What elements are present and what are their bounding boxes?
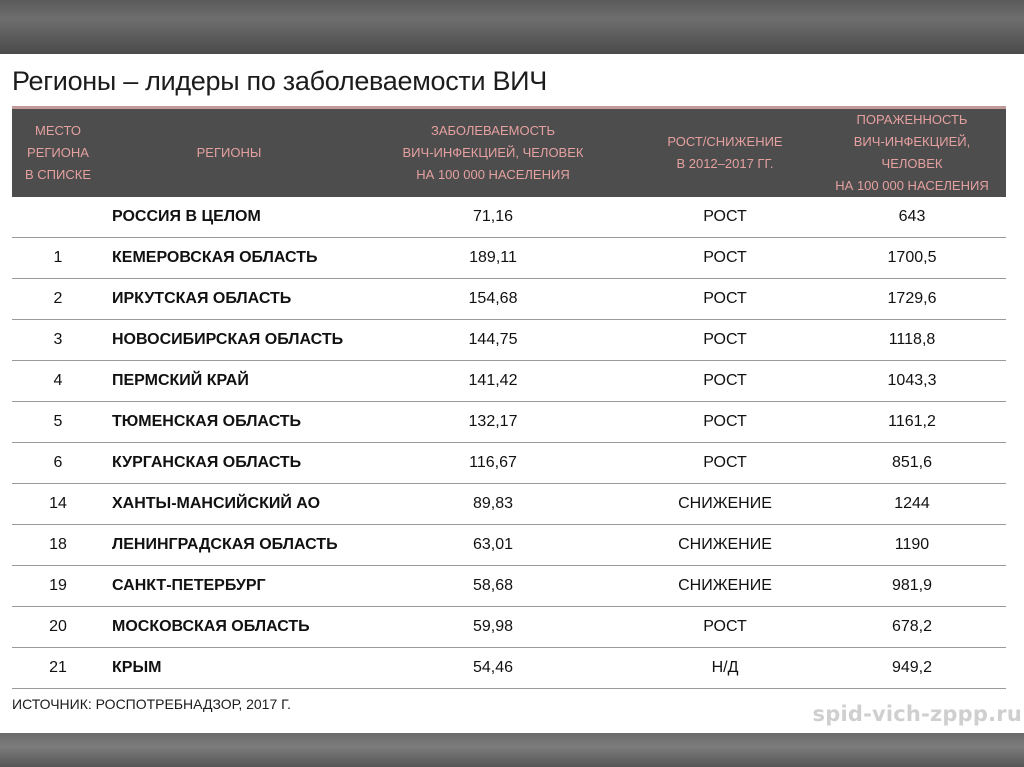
prevalence-cell: 949,2 (818, 648, 1006, 689)
incidence-cell: 116,67 (354, 443, 632, 484)
table-row (12, 197, 1006, 238)
top-band (0, 0, 1024, 54)
trend-cell: РОСТ (632, 197, 818, 238)
region-cell: ИРКУТСКАЯ ОБЛАСТЬ (104, 279, 354, 320)
region-cell: РОССИЯ В ЦЕЛОМ (104, 197, 354, 238)
incidence-cell: 89,83 (354, 484, 632, 525)
slide (0, 54, 1024, 733)
table-row (12, 279, 1006, 320)
header-line: РЕГИОНЫ (196, 145, 262, 160)
region-cell: МОСКОВСКАЯ ОБЛАСТЬ (104, 607, 354, 648)
trend-cell: СНИЖЕНИЕ (632, 484, 818, 525)
watermark: spid-vich-zppp.ru (812, 702, 1022, 726)
rank-cell: 19 (12, 566, 104, 607)
incidence-cell: 71,16 (354, 197, 632, 238)
region-cell: КРЫМ (104, 648, 354, 689)
incidence-cell: 63,01 (354, 525, 632, 566)
prevalence-cell: 851,6 (818, 443, 1006, 484)
table-body (12, 197, 1006, 689)
incidence-cell: 54,46 (354, 648, 632, 689)
rank-cell: 6 (12, 443, 104, 484)
table-row (12, 238, 1006, 279)
incidence-cell: 141,42 (354, 361, 632, 402)
header-incidence (354, 108, 632, 198)
incidence-cell: 58,68 (354, 566, 632, 607)
incidence-cell: 59,98 (354, 607, 632, 648)
prevalence-cell: 981,9 (818, 566, 1006, 607)
incidence-cell: 154,68 (354, 279, 632, 320)
header-prevalence (818, 108, 1006, 198)
region-cell: ХАНТЫ-МАНСИЙСКИЙ АО (104, 484, 354, 525)
table-row (12, 607, 1006, 648)
trend-cell: РОСТ (632, 402, 818, 443)
prevalence-cell: 1161,2 (818, 402, 1006, 443)
header-line: ПОРАЖЕННОСТЬ (856, 112, 968, 127)
trend-cell: Н/Д (632, 648, 818, 689)
region-cell: ПЕРМСКИЙ КРАЙ (104, 361, 354, 402)
prevalence-cell: 1118,8 (818, 320, 1006, 361)
rank-cell: 21 (12, 648, 104, 689)
prevalence-cell: 678,2 (818, 607, 1006, 648)
table-row (12, 525, 1006, 566)
trend-cell: РОСТ (632, 279, 818, 320)
rank-cell: 20 (12, 607, 104, 648)
rank-cell (12, 197, 104, 238)
source-note: ИСТОЧНИК: РОСПОТРЕБНАДЗОР, 2017 Г. (12, 696, 291, 712)
trend-cell: РОСТ (632, 320, 818, 361)
region-cell: НОВОСИБИРСКАЯ ОБЛАСТЬ (104, 320, 354, 361)
prevalence-cell: 1700,5 (818, 238, 1006, 279)
region-cell: КУРГАНСКАЯ ОБЛАСТЬ (104, 443, 354, 484)
header-line: МЕСТО (35, 123, 81, 138)
header-line: В СПИСКЕ (25, 167, 91, 182)
header-line: НА 100 000 НАСЕЛЕНИЯ (416, 167, 570, 182)
header-line: РЕГИОНА (27, 145, 89, 160)
trend-cell: СНИЖЕНИЕ (632, 566, 818, 607)
header-line: ВИЧ-ИНФЕКЦИЕЙ, ЧЕЛОВЕК (853, 134, 971, 171)
trend-cell: СНИЖЕНИЕ (632, 525, 818, 566)
incidence-cell: 132,17 (354, 402, 632, 443)
trend-cell: РОСТ (632, 443, 818, 484)
incidence-cell: 144,75 (354, 320, 632, 361)
header-line: В 2012–2017 ГГ. (676, 156, 774, 171)
table-row (12, 484, 1006, 525)
region-cell: ЛЕНИНГРАДСКАЯ ОБЛАСТЬ (104, 525, 354, 566)
bottom-band (0, 733, 1024, 767)
page-title: Регионы – лидеры по заболеваемости ВИЧ (12, 66, 547, 96)
trend-cell: РОСТ (632, 238, 818, 279)
incidence-cell: 189,11 (354, 238, 632, 279)
rank-cell: 5 (12, 402, 104, 443)
header-line: ЗАБОЛЕВАЕМОСТЬ (430, 123, 556, 138)
table-row (12, 648, 1006, 689)
rank-cell: 14 (12, 484, 104, 525)
header-line: НА 100 000 НАСЕЛЕНИЯ (835, 178, 989, 193)
rank-cell: 1 (12, 238, 104, 279)
trend-cell: РОСТ (632, 361, 818, 402)
rank-cell: 18 (12, 525, 104, 566)
header-trend (632, 108, 818, 198)
table-row (12, 320, 1006, 361)
header-line: ВИЧ-ИНФЕКЦИЕЙ, ЧЕЛОВЕК (402, 145, 584, 160)
region-cell: КЕМЕРОВСКАЯ ОБЛАСТЬ (104, 238, 354, 279)
prevalence-cell: 643 (818, 197, 1006, 238)
header-line: РОСТ/СНИЖЕНИЕ (667, 134, 783, 149)
region-cell: ТЮМЕНСКАЯ ОБЛАСТЬ (104, 402, 354, 443)
region-cell: САНКТ-ПЕТЕРБУРГ (104, 566, 354, 607)
rank-cell: 4 (12, 361, 104, 402)
header-rank (12, 108, 104, 198)
header-region (104, 108, 354, 198)
table-row (12, 566, 1006, 607)
prevalence-cell: 1043,3 (818, 361, 1006, 402)
rank-cell: 2 (12, 279, 104, 320)
prevalence-cell: 1244 (818, 484, 1006, 525)
trend-cell: РОСТ (632, 607, 818, 648)
rank-cell: 3 (12, 320, 104, 361)
table-row (12, 443, 1006, 484)
prevalence-cell: 1729,6 (818, 279, 1006, 320)
prevalence-cell: 1190 (818, 525, 1006, 566)
table-row (12, 402, 1006, 443)
table-row (12, 361, 1006, 402)
table-header (12, 108, 1006, 198)
hiv-regions-table (12, 106, 1006, 689)
